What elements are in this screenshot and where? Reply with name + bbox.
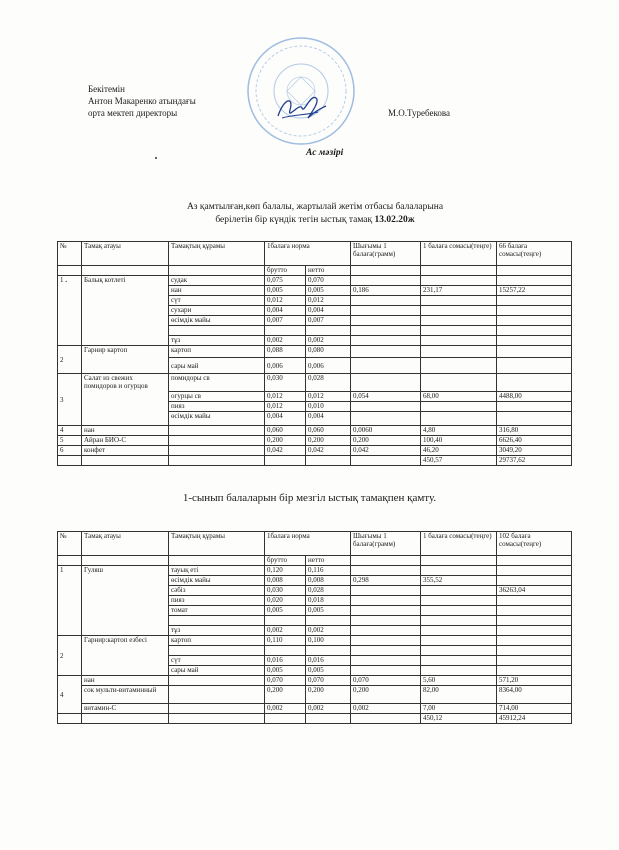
cost1-value [421, 586, 497, 596]
output-value: 0,186 [351, 286, 421, 296]
ingredient: пияз [169, 596, 265, 606]
dish-name: нан [82, 676, 169, 686]
netto-value: 0,002 [306, 704, 351, 714]
output-value [351, 306, 421, 316]
output-value: 0,070 [351, 676, 421, 686]
dish-name: Гуляш [82, 566, 169, 636]
row-num: 5 [58, 436, 82, 446]
menu-table-1 [57, 241, 572, 466]
row-num: 2 [58, 636, 82, 676]
ingredient: картоп [169, 346, 265, 358]
header-netto: нетто [306, 556, 351, 566]
cost1-value [421, 336, 497, 346]
ingredient: огурцы св [169, 392, 265, 402]
netto-value: 0,042 [306, 446, 351, 456]
output-value [351, 596, 421, 606]
total-costN: 45912,24 [497, 714, 572, 724]
table-row [58, 446, 572, 456]
cost1-value [421, 306, 497, 316]
netto-value: 0,028 [306, 586, 351, 596]
netto-value: 0,005 [306, 286, 351, 296]
table-row [58, 676, 572, 686]
brutto-value: 0,002 [265, 336, 306, 346]
table1-header-row [58, 242, 572, 266]
output-value [351, 336, 421, 346]
brutto-value: 0,120 [265, 566, 306, 576]
output-value [351, 566, 421, 576]
row-num: 1 . [58, 276, 82, 346]
row-num: 6 [58, 446, 82, 456]
brutto-value [265, 646, 306, 656]
brutto-value: 0,042 [265, 446, 306, 456]
output-value [351, 586, 421, 596]
header-composition: Тамақтың құрамы [169, 242, 265, 266]
brutto-value [265, 616, 306, 626]
table-row [58, 276, 572, 286]
ingredient: сары май [169, 358, 265, 374]
header-output: Шығымы 1 балаға(грамм) [351, 532, 421, 556]
cost1-value [421, 566, 497, 576]
brutto-value: 0,012 [265, 402, 306, 412]
brutto-value: 0,070 [265, 676, 306, 686]
ingredient: өсімдік майы [169, 412, 265, 426]
table1-subheader-row [58, 266, 572, 276]
table2-subheader-row [58, 556, 572, 566]
ingredient: тауық еті [169, 566, 265, 576]
cost1-value: 82,00 [421, 686, 497, 704]
cost1-value [421, 666, 497, 676]
header-norm: 1балаға норма [265, 532, 351, 556]
brutto-value: 0,020 [265, 596, 306, 606]
ingredient [169, 616, 265, 626]
costN-value [497, 576, 572, 586]
costN-value [497, 336, 572, 346]
cost1-value [421, 606, 497, 616]
costN-value [497, 666, 572, 676]
row-num: 2 [58, 346, 82, 374]
cost1-value [421, 636, 497, 646]
output-value [351, 296, 421, 306]
netto-value: 0,200 [306, 436, 351, 446]
brutto-value: 0,200 [265, 436, 306, 446]
netto-value [306, 646, 351, 656]
costN-value: 4488,00 [497, 392, 572, 402]
intro-text [150, 201, 480, 227]
costN-value [497, 636, 572, 646]
dish-name: Салат из свежих помидоров и огурцов [82, 374, 169, 426]
brutto-value: 0,005 [265, 606, 306, 616]
cost1-value: 100,40 [421, 436, 497, 446]
approval-block [88, 83, 196, 119]
output-value [351, 636, 421, 646]
table-row [58, 346, 572, 358]
output-value [351, 616, 421, 626]
ingredient: пияз [169, 402, 265, 412]
netto-value: 0,002 [306, 626, 351, 636]
dish-name: Балық котлеті [82, 276, 169, 346]
header-brutto: брутто [265, 266, 306, 276]
ingredient: сары май [169, 666, 265, 676]
header-cost1: 1 балаға сомасы(теңге) [421, 242, 497, 266]
costN-value: 8364,00 [497, 686, 572, 704]
costN-value [497, 326, 572, 336]
netto-value: 0,007 [306, 316, 351, 326]
cost1-value [421, 596, 497, 606]
menu-title: Ас мәзірі [306, 148, 344, 158]
output-value: 0,298 [351, 576, 421, 586]
row-num: 4 [58, 676, 82, 714]
ingredient: сухари [169, 306, 265, 316]
netto-value: 0,028 [306, 374, 351, 392]
table-row [58, 566, 572, 576]
menu-date: 13.02.20ж [374, 215, 415, 225]
output-value [351, 646, 421, 656]
cost1-value [421, 316, 497, 326]
netto-value: 0,016 [306, 656, 351, 666]
output-value: 0,0060 [351, 426, 421, 436]
netto-value [306, 616, 351, 626]
brutto-value: 0,005 [265, 286, 306, 296]
approval-line-1: Бекітемін [88, 84, 125, 94]
ingredient: тұз [169, 626, 265, 636]
costN-value [497, 346, 572, 358]
cost1-value: 46,20 [421, 446, 497, 456]
cost1-value [421, 616, 497, 626]
brutto-value: 0,110 [265, 636, 306, 646]
header-output: Шығымы 1 балаға(грамм) [351, 242, 421, 266]
cost1-value [421, 646, 497, 656]
brutto-value: 0,030 [265, 586, 306, 596]
dish-name: нан [82, 426, 169, 436]
intro-line-1: Аз қамтылған,көп балалы, жартылай жетім отбасы балаларына [186, 202, 444, 212]
header-cost1: 1 балаға сомасы(теңге) [421, 532, 497, 556]
costN-value: 36263,04 [497, 586, 572, 596]
total-cost1: 450,57 [421, 456, 497, 466]
netto-value: 0,012 [306, 296, 351, 306]
director-signature [272, 88, 328, 128]
output-value [351, 276, 421, 286]
brutto-value: 0,012 [265, 296, 306, 306]
costN-value [497, 412, 572, 426]
netto-value: 0,060 [306, 426, 351, 436]
cost1-value: 4,80 [421, 426, 497, 436]
output-value [351, 358, 421, 374]
brutto-value: 0,006 [265, 358, 306, 374]
dish-name: Айран БИО-С [82, 436, 169, 446]
cost1-value [421, 326, 497, 336]
costN-value [497, 306, 572, 316]
table2-header-row [58, 532, 572, 556]
stray-mark [155, 157, 157, 159]
cost1-value [421, 358, 497, 374]
brutto-value: 0,005 [265, 666, 306, 676]
cost1-value [421, 276, 497, 286]
output-value [351, 666, 421, 676]
table-row [58, 636, 572, 646]
header-composition: Тамақтың құрамы [169, 532, 265, 556]
total-cost1: 450,12 [421, 714, 497, 724]
row-num: 3 [58, 374, 82, 426]
table-total-row [58, 456, 572, 466]
dish-name: Гарнир:картоп езбесі [82, 636, 169, 676]
approval-line-2: Антон Макаренко атындағы [88, 96, 196, 106]
costN-value: 15257,22 [497, 286, 572, 296]
netto-value: 0,080 [306, 346, 351, 358]
netto-value: 0,004 [306, 306, 351, 316]
brutto-value [265, 326, 306, 336]
ingredient: нан [169, 286, 265, 296]
header-num: № [58, 242, 82, 266]
output-value: 0,042 [351, 446, 421, 456]
costN-value [497, 358, 572, 374]
costN-value [497, 276, 572, 286]
ingredient [169, 326, 265, 336]
output-value [351, 374, 421, 392]
brutto-value: 0,007 [265, 316, 306, 326]
header-num: № [58, 532, 82, 556]
costN-value: 6626,40 [497, 436, 572, 446]
costN-value: 3049,20 [497, 446, 572, 456]
ingredient: өсімдік майы [169, 316, 265, 326]
brutto-value: 0,060 [265, 426, 306, 436]
costN-value: 714,00 [497, 704, 572, 714]
brutto-value: 0,004 [265, 306, 306, 316]
header-dish: Тамақ атауы [82, 242, 169, 266]
section-2-title: 1-сынып балаларын бір мезгіл ыстық тамақпен қамту. [182, 492, 437, 504]
output-value: 0,200 [351, 686, 421, 704]
brutto-value: 0,002 [265, 626, 306, 636]
brutto-value: 0,075 [265, 276, 306, 286]
brutto-value: 0,004 [265, 412, 306, 426]
output-value: 0,054 [351, 392, 421, 402]
cost1-value: 355,52 [421, 576, 497, 586]
header-costN: 102 балаға сомасы(теңге) [497, 532, 572, 556]
dish-name: сок мульти-витаминный [82, 686, 169, 704]
netto-value: 0,010 [306, 402, 351, 412]
netto-value: 0,004 [306, 412, 351, 426]
output-value [351, 402, 421, 412]
ingredient: судак [169, 276, 265, 286]
netto-value: 0,012 [306, 392, 351, 402]
costN-value [497, 296, 572, 306]
costN-value [497, 596, 572, 606]
header-netto: нетто [306, 266, 351, 276]
brutto-value: 0,200 [265, 686, 306, 704]
cost1-value [421, 296, 497, 306]
netto-value: 0,018 [306, 596, 351, 606]
output-value [351, 656, 421, 666]
header-costN: 66 балаға сомасы(теңге) [497, 242, 572, 266]
row-num: 4 [58, 426, 82, 436]
dish-name: конфет [82, 446, 169, 456]
netto-value: 0,200 [306, 686, 351, 704]
netto-value: 0,116 [306, 566, 351, 576]
netto-value: 0,008 [306, 576, 351, 586]
netto-value [306, 326, 351, 336]
approval-line-3: орта мектеп директоры [88, 108, 178, 118]
cost1-value: 5,60 [421, 676, 497, 686]
cost1-value [421, 374, 497, 392]
cost1-value [421, 402, 497, 412]
intro-line-2-text: берілетін бір күндік тегін ыстық тамақ [215, 215, 373, 225]
brutto-value: 0,016 [265, 656, 306, 666]
brutto-value: 0,002 [265, 704, 306, 714]
intro-line-2 [150, 214, 480, 227]
output-value: 0,200 [351, 436, 421, 446]
output-value [351, 326, 421, 336]
brutto-value: 0,088 [265, 346, 306, 358]
costN-value [497, 566, 572, 576]
ingredient: өсімдік майы [169, 576, 265, 586]
brutto-value: 0,012 [265, 392, 306, 402]
brutto-value: 0,008 [265, 576, 306, 586]
header-dish: Тамақ атауы [82, 532, 169, 556]
director-name: М.О.Туребекова [388, 108, 451, 118]
header-brutto: брутто [265, 556, 306, 566]
cost1-value: 231,17 [421, 286, 497, 296]
total-costN: 29737,62 [497, 456, 572, 466]
table-total-row [58, 714, 572, 724]
netto-value: 0,070 [306, 676, 351, 686]
costN-value [497, 374, 572, 392]
cost1-value [421, 346, 497, 358]
ingredient: тұз [169, 336, 265, 346]
costN-value [497, 656, 572, 666]
costN-value: 316,80 [497, 426, 572, 436]
table-row [58, 374, 572, 392]
costN-value: 571,20 [497, 676, 572, 686]
netto-value: 0,005 [306, 666, 351, 676]
costN-value [497, 316, 572, 326]
ingredient: картоп [169, 636, 265, 646]
ingredient: сүт [169, 296, 265, 306]
output-value [351, 316, 421, 326]
ingredient: сүт [169, 656, 265, 666]
ingredient: томат [169, 606, 265, 616]
costN-value [497, 606, 572, 616]
table-row [58, 686, 572, 704]
table-row [58, 426, 572, 436]
output-value [351, 346, 421, 358]
brutto-value: 0,030 [265, 374, 306, 392]
menu-table-2 [57, 531, 572, 724]
cost1-value [421, 412, 497, 426]
output-value: 0,002 [351, 704, 421, 714]
header-norm: 1балаға норма [265, 242, 351, 266]
dish-name: витамин-С [82, 704, 169, 714]
costN-value [497, 616, 572, 626]
table-row [58, 704, 572, 714]
output-value [351, 606, 421, 616]
netto-value: 0,005 [306, 606, 351, 616]
cost1-value: 7,00 [421, 704, 497, 714]
cost1-value [421, 656, 497, 666]
cost1-value: 68,00 [421, 392, 497, 402]
costN-value [497, 646, 572, 656]
costN-value [497, 402, 572, 412]
ingredient [169, 646, 265, 656]
costN-value [497, 626, 572, 636]
output-value [351, 412, 421, 426]
cost1-value [421, 626, 497, 636]
ingredient: помидоры св [169, 374, 265, 392]
netto-value: 0,002 [306, 336, 351, 346]
ingredient: сәбіз [169, 586, 265, 596]
netto-value: 0,006 [306, 358, 351, 374]
output-value [351, 626, 421, 636]
row-num: 1 [58, 566, 82, 636]
dish-name: Гарнир картоп [82, 346, 169, 374]
netto-value: 0,100 [306, 636, 351, 646]
table-row [58, 436, 572, 446]
netto-value: 0,070 [306, 276, 351, 286]
